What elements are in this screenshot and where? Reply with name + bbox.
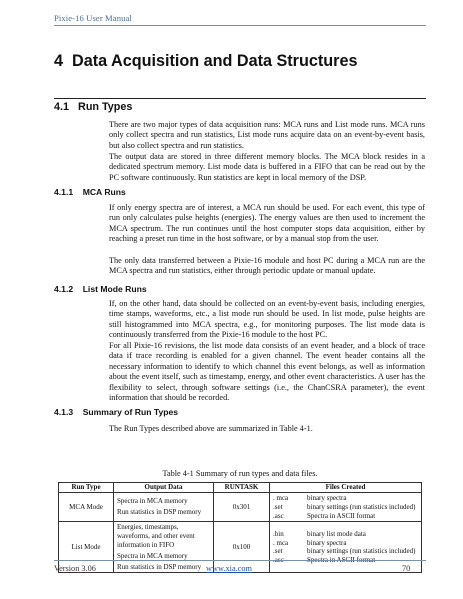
header-runtask: RUNTASK: [214, 483, 270, 493]
subsection-heading-4-1-3: [54, 407, 178, 417]
file-desc: binary spectra: [307, 494, 347, 502]
subsection-number: 4.1.2: [54, 284, 74, 294]
output-item: Spectra in MCA memory: [117, 497, 188, 506]
output-item: Energies, timestamps, waveforms, and other event information in FIFO: [117, 523, 195, 549]
subsection-heading-4-1-1: [54, 187, 126, 197]
file-ext: .asc: [273, 556, 284, 565]
output-data-cell: [114, 522, 214, 573]
file-ext: . mca: [273, 494, 289, 502]
paragraph-mca-runs-1: If only energy spectra are of interest, a MCA run should be used. For each event, this type of run only calculates pulse heights (energies). The energy values are then used to increment the MCA spectrum. The run continues until the host computer stops data acquisition, either by reaching a preset run time in the host software, or by a manual stop from the user.: [109, 203, 425, 244]
paragraph-mca-runs-2: The only data transferred between a Pixie-16 module and host PC during a MCA run are the MCA spectra and run statistics, either through periodic update or manual update.: [109, 256, 425, 276]
paragraph-run-types-2: The output data are stored in three different memory blocks. The MCA block resides in a dedicated spectrum memory. List mode data is buffered in a FIFO that can be read out by the PC software continuously. Run statistics are kept in local memory of the DSP.: [109, 152, 425, 182]
file-ext: .set: [273, 547, 283, 556]
subsection-number: 4.1.3: [54, 407, 74, 417]
file-desc: Spectra in ASCII format: [307, 556, 376, 565]
file-desc: binary settings (run statistics included): [307, 547, 416, 556]
header-run-type: Run Type: [59, 483, 114, 493]
file-desc: binary list mode data: [307, 529, 366, 538]
run-type-cell: List Mode: [59, 522, 114, 573]
header-rule: [54, 25, 426, 26]
files-cell: [270, 522, 422, 573]
table-row: [59, 493, 422, 522]
run-type-cell: MCA Mode: [59, 493, 114, 522]
paragraph-list-mode-2: For all Pixie-16 revisions, the list mode data consists of an event header, and a block of trace data if trace recording is enabled for a given channel. The event header contains all the necessary information to identify to which channel this event belongs, as well as information about the event itself, such as timestamp, energy, and other event characteristics. A user has the flexibility to select, through software settings (i.e., the ChanCSRA parameter), the event information that should be recorded.: [109, 341, 425, 403]
output-data-cell: [114, 493, 214, 522]
section-rule: [54, 98, 426, 99]
subsection-title: Summary of Run Types: [82, 407, 179, 417]
files-cell: [270, 493, 422, 522]
paragraph-summary: The Run Types described above are summarized in Table 4-1.: [109, 424, 313, 433]
table-caption: Table 4-1 Summary of run types and data files.: [162, 469, 318, 478]
section-heading-4-1: [54, 101, 132, 113]
page-number: 70: [402, 564, 411, 573]
file-ext: .set: [273, 502, 283, 511]
runtask-cell: 0x100: [214, 522, 270, 573]
footer-website-link[interactable]: www.xia.com: [206, 564, 253, 573]
runtask-cell: 0x301: [214, 493, 270, 522]
file-ext: .bin: [273, 529, 284, 538]
footer-rule: [54, 560, 426, 561]
chapter-title: Data Acquisition and Data Structures: [72, 52, 358, 70]
running-header: Pixie-16 User Manual: [54, 13, 132, 23]
file-desc: binary settings (run statistics included): [307, 502, 416, 511]
file-desc: binary spectra: [307, 538, 347, 547]
file-ext: . mca: [273, 538, 289, 547]
paragraph-list-mode-1: If, on the other hand, data should be collected on an event-by-event basis, including energies, time stamps, waveforms, etc., a list mode run should be used. In list mode, pulse heights are still histogrammed into MCA spectra, e.g., for monitoring purposes. The list mode data is continuously transferred from the Pixie-16 module to the host PC.: [109, 299, 425, 340]
header-files-created: Files Created: [270, 483, 422, 493]
subsection-title: MCA Runs: [82, 187, 126, 197]
table-header-row: [59, 483, 422, 493]
paragraph-run-types-1: There are two major types of data acquisition runs: MCA runs and List mode runs. MCA runs only collect spectra and run statistics, List mode runs acquire data on an event-by-event basis, but also collect spectra and run statistics.: [109, 120, 425, 150]
header-output-data: Output Data: [114, 483, 214, 493]
file-ext: .asc: [273, 511, 284, 520]
section-number: 4.1: [54, 101, 70, 113]
output-item: Spectra in MCA memory: [117, 551, 188, 560]
section-title: Run Types: [78, 101, 133, 113]
chapter-heading: [54, 52, 357, 71]
subsection-title: List Mode Runs: [82, 284, 147, 294]
subsection-heading-4-1-2: [54, 284, 147, 294]
footer-version: Version 3.06: [54, 564, 96, 573]
file-desc: Spectra in ASCII format: [307, 511, 376, 520]
output-item: Run statistics in DSP memory: [117, 562, 202, 571]
chapter-number: 4: [54, 52, 64, 70]
output-item: Run statistics in DSP memory: [117, 508, 202, 517]
subsection-number: 4.1.1: [54, 187, 74, 197]
